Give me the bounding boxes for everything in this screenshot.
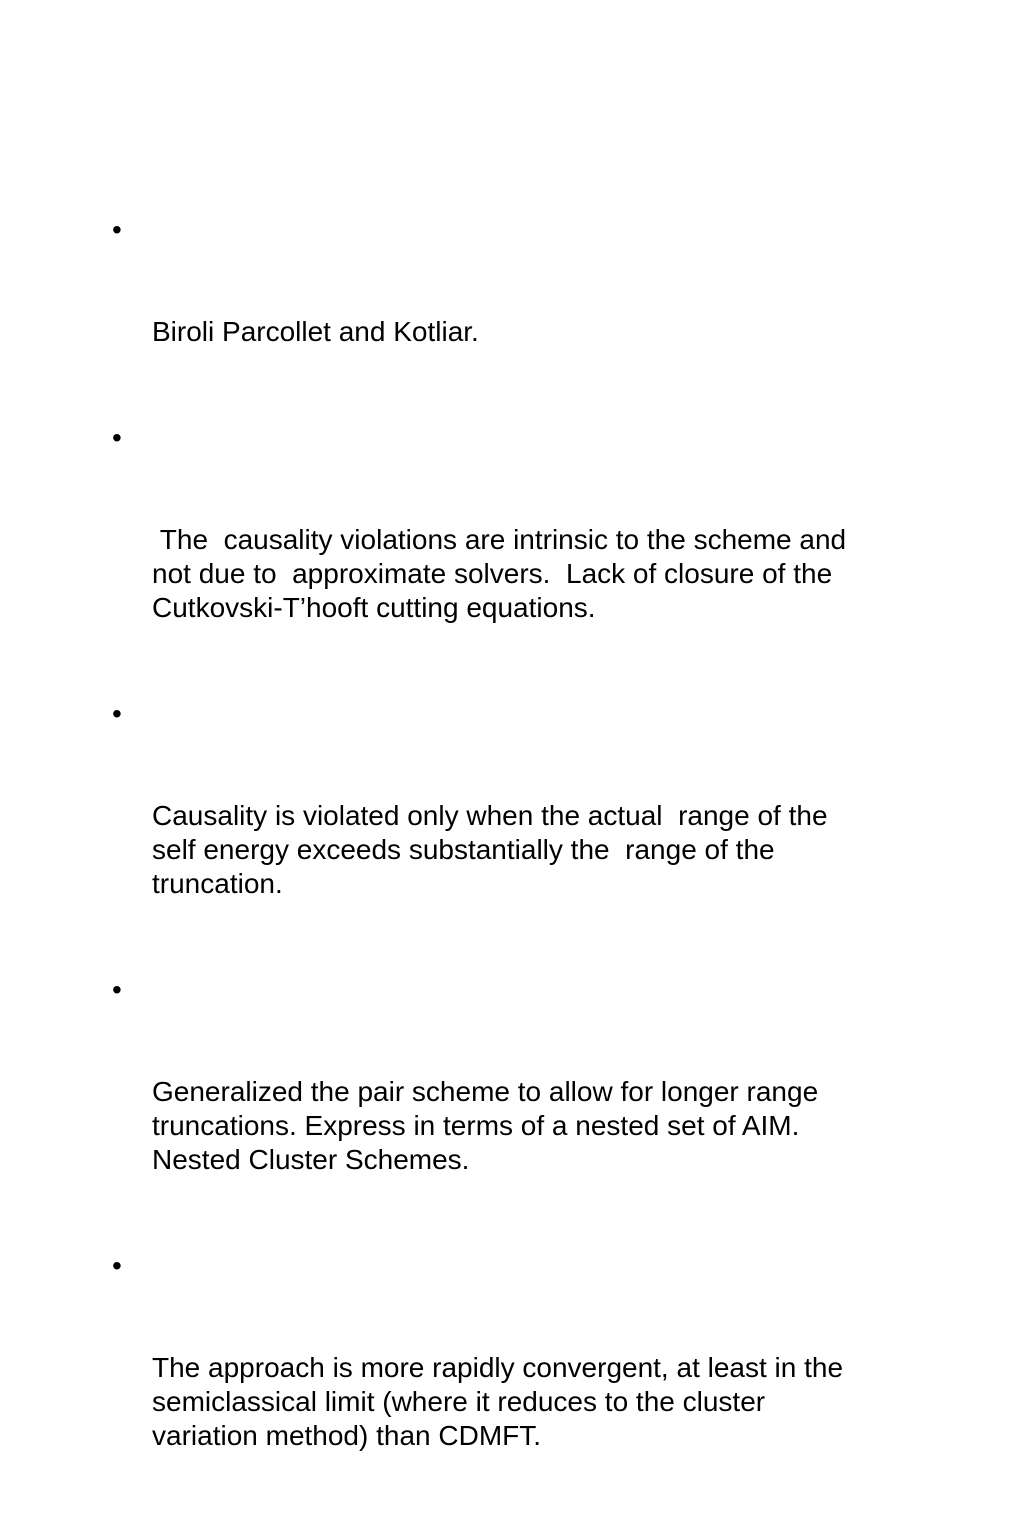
bullet-text: The approach is more rapidly convergent, at least in the semiclassical limit (where it reduces to the cluster variation method) than CDMFT. xyxy=(152,1352,844,1451)
bullet-marker: • xyxy=(112,422,122,453)
bullet-marker: • xyxy=(112,974,122,1005)
bullet-item-3 xyxy=(112,697,1012,969)
bullet-marker: • xyxy=(112,1250,122,1281)
bullet-item-4 xyxy=(112,973,1012,1245)
bullet-text: Generalized the pair scheme to allow for longer range truncations. Express in terms of a nested set of AIM. Nested Cluster Schemes. xyxy=(152,1076,819,1175)
bullet-text: The causality violations are intrinsic to the scheme and not due to approximate solvers. Lack of closure of the Cutkovski-T’hooft cutting equations. xyxy=(152,524,847,623)
bullet-item-2 xyxy=(112,421,1012,693)
bullet-marker: • xyxy=(112,214,122,245)
bullet-item-5 xyxy=(112,1249,1012,1521)
bullet-marker: • xyxy=(112,698,122,729)
bullet-list xyxy=(112,213,1012,1525)
bullet-text: Biroli Parcollet and Kotliar. xyxy=(152,316,479,347)
bullet-text: Causality is violated only when the actual range of the self energy exceeds substantially the range of the truncation. xyxy=(152,800,828,899)
bullet-item-1 xyxy=(112,213,1012,417)
